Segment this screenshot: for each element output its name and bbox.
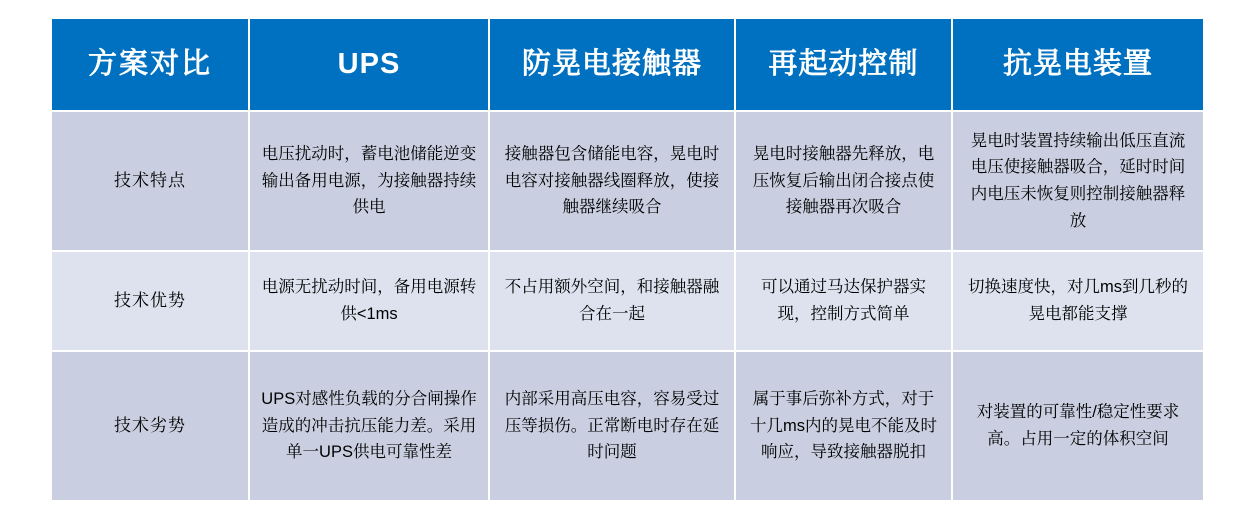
cell-disadvantages-contactor: 内部采用高压电容，容易受过压等损伤。正常断电时存在延时问题 [490,352,734,500]
table-row [52,352,1203,500]
table-header [52,19,1203,110]
table-row [52,252,1203,350]
cell-advantages-ups: 电源无扰动时间，备用电源转供<1ms [250,252,488,350]
row-label-technical-advantages: 技术优势 [52,252,248,350]
cell-features-contactor: 接触器包含储能电容，晃电时电容对接触器线圈释放，使接触器继续吸合 [490,112,734,250]
cell-features-ups: 电压扰动时，蓄电池储能逆变输出备用电源，为接触器持续供电 [250,112,488,250]
cell-advantages-device: 切换速度快，对几ms到几秒的晃电都能支撑 [953,252,1203,350]
comparison-table [50,17,1205,502]
row-label-technical-disadvantages: 技术劣势 [52,352,248,500]
cell-disadvantages-restart: 属于事后弥补方式，对于十几ms内的晃电不能及时响应，导致接触器脱扣 [736,352,951,500]
header-cell-restart-control: 再起动控制 [736,19,951,110]
header-cell-scheme-comparison: 方案对比 [52,19,248,110]
table-header-row [52,19,1203,110]
cell-advantages-restart: 可以通过马达保护器实现，控制方式简单 [736,252,951,350]
table-body [52,112,1203,500]
header-cell-ups: UPS [250,19,488,110]
table-row [52,112,1203,250]
cell-advantages-contactor: 不占用额外空间，和接触器融合在一起 [490,252,734,350]
header-cell-anti-sag-contactor: 防晃电接触器 [490,19,734,110]
cell-disadvantages-ups: UPS对感性负载的分合闸操作造成的冲击抗压能力差。采用单一UPS供电可靠性差 [250,352,488,500]
cell-disadvantages-device: 对装置的可靠性/稳定性要求高。占用一定的体积空间 [953,352,1203,500]
cell-features-device: 晃电时装置持续输出低压直流电压使接触器吸合，延时时间内电压未恢复则控制接触器释放 [953,112,1203,250]
header-cell-anti-sag-device: 抗晃电装置 [953,19,1203,110]
cell-features-restart: 晃电时接触器先释放，电压恢复后输出闭合接点使接触器再次吸合 [736,112,951,250]
row-label-technical-features: 技术特点 [52,112,248,250]
